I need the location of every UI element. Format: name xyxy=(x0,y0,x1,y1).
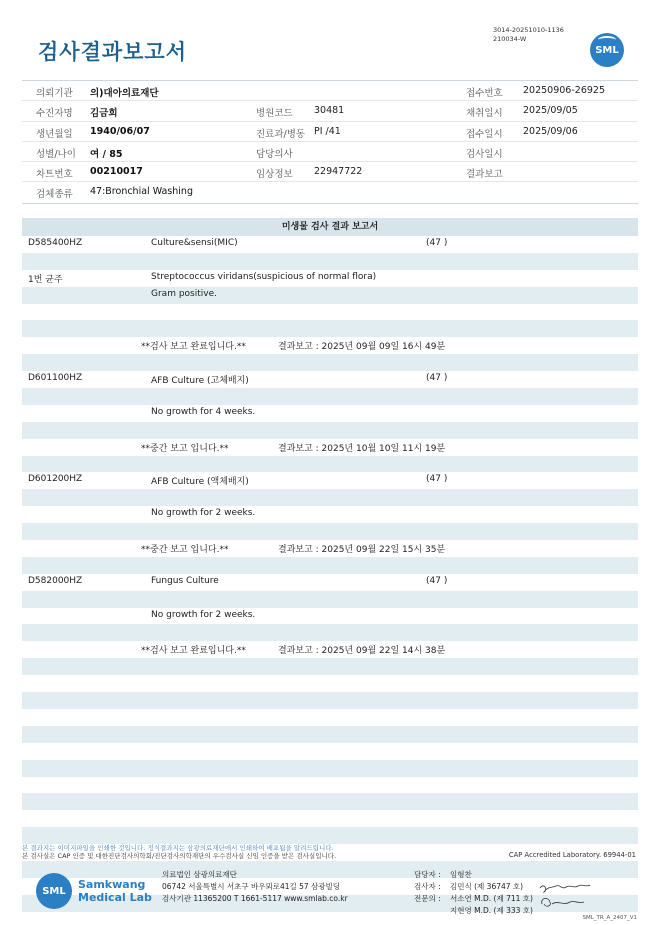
sml-logo xyxy=(590,33,624,67)
footer-logo xyxy=(36,873,152,909)
info-value: 2025/09/06 xyxy=(523,125,578,137)
result-row xyxy=(22,523,638,540)
info-label: 병원코드 xyxy=(256,108,293,120)
lab-info xyxy=(162,869,348,905)
info-value: 47:Bronchial Washing xyxy=(90,186,193,198)
report-status: **중간 보고 입니다.** xyxy=(141,545,229,556)
result-row xyxy=(22,574,638,591)
report-time: 결과보고 : 2025년 10월 10일 11시 19분 xyxy=(278,443,446,454)
specimen-count: (47 ) xyxy=(426,373,448,384)
info-label: 임상정보 xyxy=(256,169,293,181)
result-row xyxy=(22,388,638,405)
accreditation-notice: 본 검사실은 CAP 인증 및 대한진단검사의학회/진단검사의학재단의 우수검사실 신임 인증을 받은 검사실입니다. xyxy=(22,852,337,860)
info-label: 차트번호 xyxy=(36,169,73,181)
info-value: 여 / 85 xyxy=(90,148,123,160)
document-id xyxy=(493,26,564,44)
info-row xyxy=(22,162,638,182)
info-label: 채취일시 xyxy=(466,108,503,120)
result-row xyxy=(22,371,638,388)
document-id-line: 210034-W xyxy=(493,35,527,43)
result-row xyxy=(22,658,638,675)
info-label: 검사일시 xyxy=(466,148,503,160)
result-row xyxy=(22,777,638,794)
result-row xyxy=(22,439,638,456)
result-row xyxy=(22,337,638,354)
info-label: 접수일시 xyxy=(466,128,503,140)
result-row xyxy=(22,810,638,827)
cap-accreditation: CAP Accredited Laboratory. 69944-01 xyxy=(508,851,636,859)
result-text: Gram positive. xyxy=(151,288,217,299)
info-row xyxy=(22,81,638,101)
info-value: 20250906-26925 xyxy=(523,85,606,96)
info-label: 접수번호 xyxy=(466,88,503,99)
document-id-line: 3014-20251010-1136 xyxy=(493,26,564,34)
result-text: Culture&sensi(MIC) xyxy=(151,238,238,248)
result-row xyxy=(22,726,638,743)
staff-value: 임형찬 xyxy=(450,870,472,879)
result-row xyxy=(22,624,638,641)
result-row xyxy=(22,675,638,692)
result-row xyxy=(22,827,638,844)
logo-arc-icon xyxy=(598,36,616,44)
info-label: 진료과/병동 xyxy=(256,128,306,140)
lab-info-line: 의료법인 삼광의료재단 xyxy=(162,870,237,879)
info-label: 의뢰기관 xyxy=(36,88,73,99)
info-value: 김금희 xyxy=(90,108,118,120)
test-code: D601200HZ xyxy=(28,474,83,485)
test-code: 1번 균주 xyxy=(28,274,63,285)
test-code: D582000HZ xyxy=(28,575,83,586)
report-status: **검사 보고 완료입니다.** xyxy=(141,646,246,657)
result-row xyxy=(22,760,638,777)
form-code: SML_TR_A_2407_V1 xyxy=(582,915,637,921)
staff-value: 지현영 M.D. (제 333 호) xyxy=(450,906,533,915)
info-row xyxy=(22,142,638,162)
staff-row xyxy=(414,869,533,881)
signatures xyxy=(538,880,598,912)
print-notice: 본 결과지는 이미지파일을 인쇄한 것입니다. 정식결과지는 삼광의료재단에서 인쇄하여 배포됨을 알려드립니다. xyxy=(22,844,334,852)
specimen-count: (47 ) xyxy=(426,238,448,248)
result-row xyxy=(22,287,638,304)
info-value: 1940/06/07 xyxy=(90,125,150,137)
footer-logo-name xyxy=(78,878,152,904)
microbiology-results xyxy=(22,218,638,912)
info-label: 성별/나이 xyxy=(36,148,76,160)
result-row xyxy=(22,472,638,489)
result-text: AFB Culture (고체배지) xyxy=(151,376,249,387)
report-time: 결과보고 : 2025년 09월 09일 16시 49분 xyxy=(278,342,446,353)
result-text: Streptococcus viridans(suspicious of normal flora) xyxy=(151,271,377,282)
result-row xyxy=(22,253,638,270)
result-row xyxy=(22,489,638,506)
info-value: 00210017 xyxy=(90,166,143,178)
test-code: D601100HZ xyxy=(28,373,83,384)
info-label: 결과보고 xyxy=(466,169,503,181)
result-row xyxy=(22,608,638,625)
footer-logo-line: Samkwang xyxy=(78,878,146,891)
result-row xyxy=(22,591,638,608)
result-row xyxy=(22,641,638,658)
info-row xyxy=(22,101,638,121)
info-value: 30481 xyxy=(314,105,345,117)
staff-value: 서소연 M.D. (제 711 호) xyxy=(450,894,533,903)
report-status: **중간 보고 입니다.** xyxy=(141,443,229,454)
result-row xyxy=(22,236,638,253)
result-row xyxy=(22,422,638,439)
specimen-count: (47 ) xyxy=(426,575,448,586)
info-row xyxy=(22,122,638,142)
result-row xyxy=(22,709,638,726)
lab-info-line: 검사기관 11365200 T 1661-5117 www.smlab.co.kr xyxy=(162,894,348,903)
report-time: 결과보고 : 2025년 09월 22일 14시 38분 xyxy=(278,646,446,657)
staff-list xyxy=(414,869,533,917)
staff-row xyxy=(414,881,533,893)
report-status: **검사 보고 완료입니다.** xyxy=(141,342,246,353)
info-value: 2025/09/05 xyxy=(523,105,578,117)
result-row xyxy=(22,354,638,371)
staff-label: 전문의 : xyxy=(414,894,441,903)
info-label: 담당의사 xyxy=(256,148,293,160)
patient-info-table xyxy=(22,80,638,204)
lab-info-line: 06742 서울특별시 서초구 바우뫼로41길 57 삼광빌딩 xyxy=(162,882,341,891)
result-row xyxy=(22,540,638,557)
footer-logo-mark: SML xyxy=(36,873,72,909)
footer-logo-line: Medical Lab xyxy=(78,891,152,904)
signature-1 xyxy=(540,885,590,892)
report-time: 결과보고 : 2025년 09월 22일 15시 35분 xyxy=(278,545,446,556)
results-title: 미생물 검사 결과 보고서 xyxy=(22,218,638,236)
results-rows xyxy=(22,236,638,912)
report-title: 검사결과보고서 xyxy=(38,40,188,64)
result-row xyxy=(22,456,638,473)
result-row xyxy=(22,270,638,287)
staff-row xyxy=(414,905,533,917)
result-row xyxy=(22,320,638,337)
result-text: AFB Culture (액체배지) xyxy=(151,477,249,488)
staff-value: 김민식 (제 36747 호) xyxy=(450,882,524,891)
result-text: No growth for 2 weeks. xyxy=(151,609,256,620)
info-value: PI /41 xyxy=(314,125,341,137)
info-value: 22947722 xyxy=(314,166,363,178)
signature-2 xyxy=(542,898,584,906)
info-label: 검체종류 xyxy=(36,189,73,201)
result-row xyxy=(22,506,638,523)
test-code: D585400HZ xyxy=(28,238,83,248)
staff-label: 검사자 : xyxy=(414,882,441,891)
result-text: No growth for 4 weeks. xyxy=(151,406,256,417)
result-row xyxy=(22,692,638,709)
result-row xyxy=(22,793,638,810)
logo-text: SML xyxy=(595,44,619,56)
result-text: Fungus Culture xyxy=(151,575,219,586)
result-row xyxy=(22,405,638,422)
specimen-count: (47 ) xyxy=(426,474,448,485)
staff-label: 담당자 : xyxy=(414,870,441,879)
info-label: 수진자명 xyxy=(36,108,73,120)
result-row xyxy=(22,304,638,321)
result-row xyxy=(22,557,638,574)
result-row xyxy=(22,743,638,760)
info-row xyxy=(22,182,638,202)
staff-row xyxy=(414,893,533,905)
info-value: 의)대아의료재단 xyxy=(90,88,159,99)
info-label: 생년월일 xyxy=(36,128,73,140)
result-text: No growth for 2 weeks. xyxy=(151,508,256,519)
